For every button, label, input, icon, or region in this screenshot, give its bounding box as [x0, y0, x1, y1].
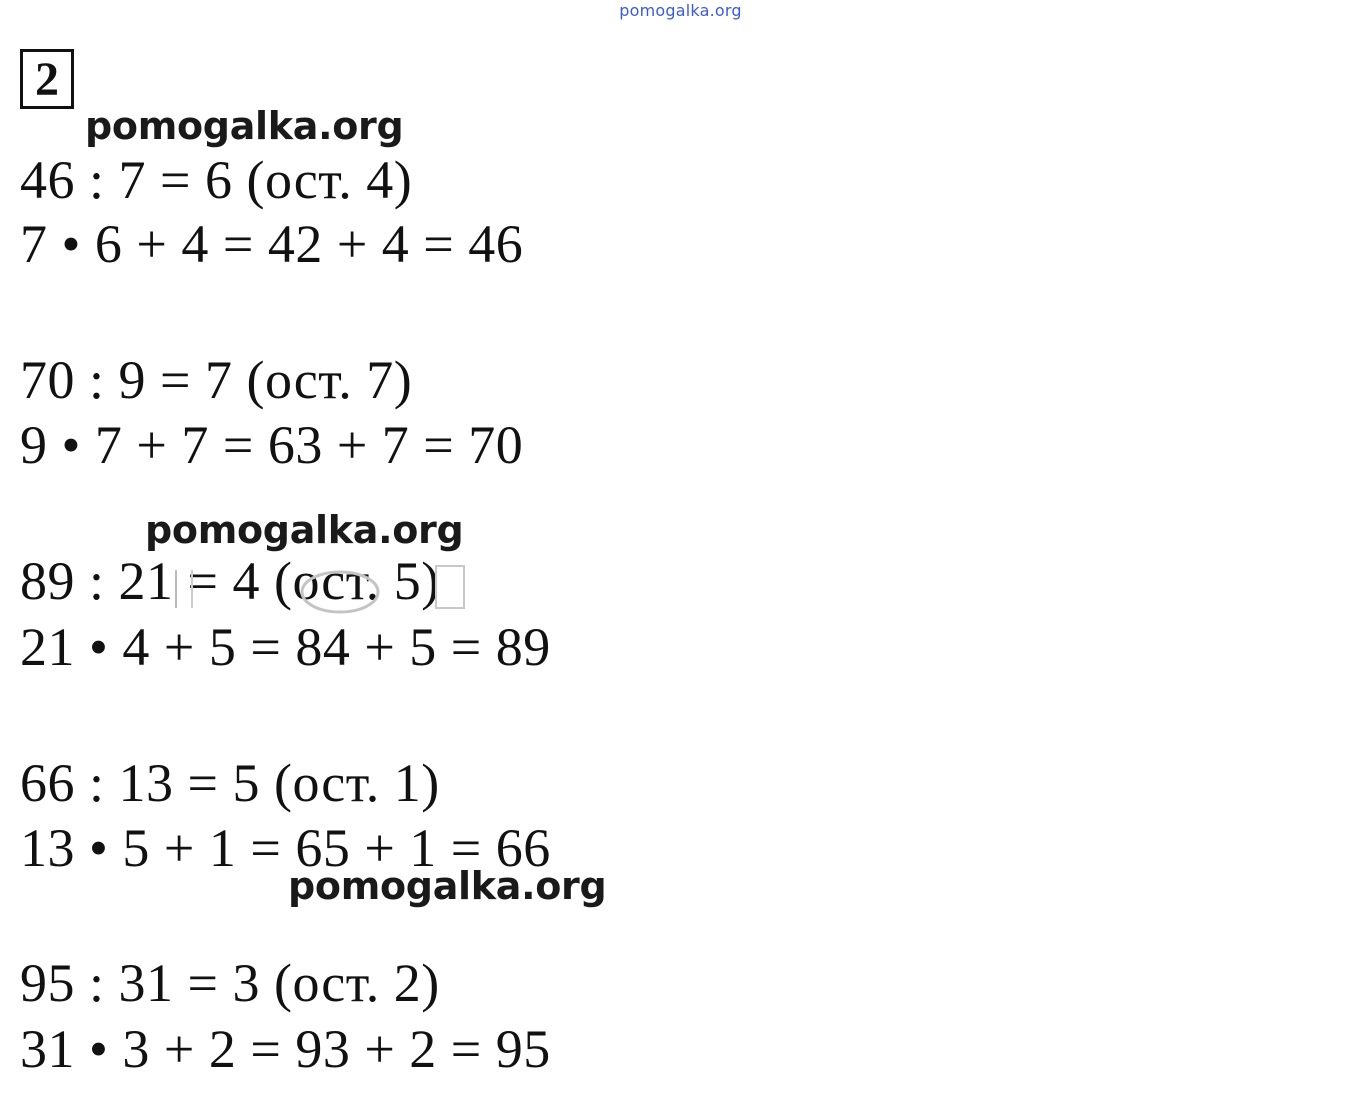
- check-line: 31 • 3 + 2 = 93 + 2 = 95: [20, 1019, 551, 1079]
- top-watermark: pomogalka.org: [619, 1, 742, 20]
- division-line: 66 : 13 = 5 (ост. 1): [20, 753, 440, 813]
- division-line: 95 : 31 = 3 (ост. 2): [20, 953, 440, 1013]
- check-line: 9 • 7 + 7 = 63 + 7 = 70: [20, 415, 524, 475]
- task-number: 2: [20, 49, 74, 109]
- division-line: 70 : 9 = 7 (ост. 7): [20, 350, 413, 410]
- check-line: 21 • 4 + 5 = 84 + 5 = 89: [20, 617, 551, 677]
- watermark-text: pomogalka.org: [85, 104, 404, 148]
- division-line: 89 : 21 = 4 (ост. 5): [20, 551, 440, 611]
- watermark-text: pomogalka.org: [288, 864, 607, 908]
- check-line: 13 • 5 + 1 = 65 + 1 = 66: [20, 818, 551, 878]
- check-line: 7 • 6 + 4 = 42 + 4 = 46: [20, 214, 524, 274]
- division-line: 46 : 7 = 6 (ост. 4): [20, 150, 413, 210]
- watermark-text: pomogalka.org: [145, 508, 464, 552]
